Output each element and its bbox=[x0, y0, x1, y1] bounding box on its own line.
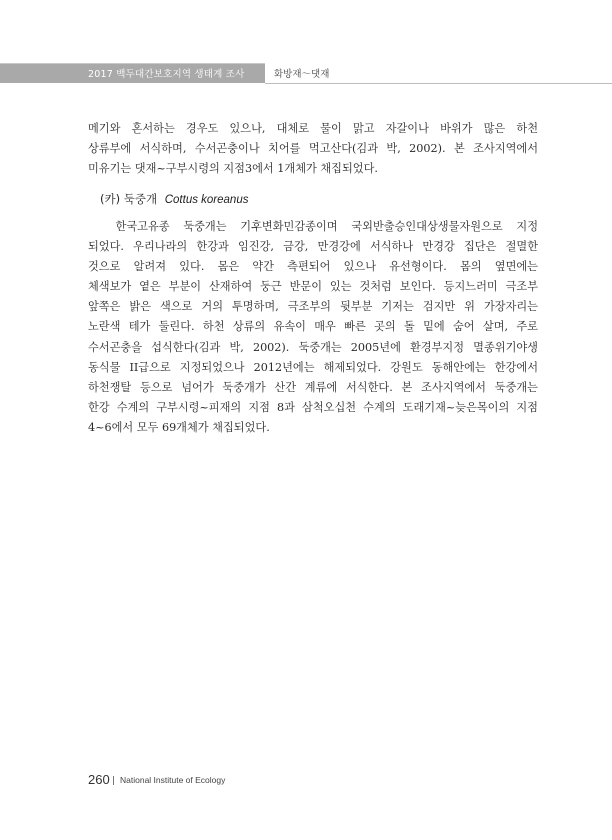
paragraph-line: 동식물 II급으로 지정되었으나 2012년에는 해제되었다. 강원도 동해안에는 한강에서 bbox=[88, 361, 538, 374]
paragraph-line: 하천쟁탈 등으로 넘어가 둑중개가 산간 계류에 서식한다. 본 조사지역에서 둑중개는 bbox=[88, 381, 538, 394]
paragraph-line: 한국고유종 둑중개는 기후변화민감종이며 국외반출승인대상생물자원으로 지정 bbox=[88, 220, 538, 233]
paragraph-line: 것으로 알려져 있다. 몸은 약간 측편되어 있으나 유선형이다. 몸의 옆면에는 bbox=[88, 260, 538, 273]
paragraph-line: 되었다. 우리나라의 한강과 임진강, 금강, 만경강에 서식하나 만경강 집단은 절멸한 bbox=[88, 240, 538, 253]
subsection-label: (카) 둑중개 bbox=[100, 192, 158, 206]
running-header-title: 2017 백두대간보호지역 생태계 조사 bbox=[88, 69, 245, 80]
paragraph-line: 체색보가 옅은 부분이 산재하여 둥근 반문이 있는 것처럼 보인다. 등지느러미 극조부 bbox=[88, 280, 538, 293]
scientific-name: Cottus koreanus bbox=[164, 194, 249, 206]
paragraph-line: 미유기는 댓재~구부시령의 지점3에서 1개체가 채집되었다. bbox=[88, 162, 378, 175]
running-header-section: 화방재～댓재 bbox=[274, 69, 330, 80]
footer-institute: National Institute of Ecology bbox=[120, 775, 226, 785]
paragraph-line: 노란색 테가 둘린다. 하천 상류의 유속이 매우 빠른 곳의 돌 밑에 숨어 살며, 주로 bbox=[88, 320, 538, 333]
footer-divider bbox=[113, 776, 114, 785]
subsection-heading bbox=[100, 191, 248, 207]
paragraph-line: 수서곤충을 섭식한다(김과 박, 2002). 둑중개는 2005년에 환경부지정 멸종위기야생 bbox=[88, 341, 538, 354]
paragraph-line: 앞쪽은 밝은 색으로 거의 투명하며, 극조부의 뒷부분 기저는 검지만 위 가장자리는 bbox=[88, 300, 538, 313]
paragraph-line: 한강 수계의 구부시령~피재의 지점 8과 삼척오십천 수계의 도래기재~늦은목이의 지점 bbox=[88, 401, 538, 414]
header-rule bbox=[265, 83, 612, 84]
paragraph-line: 4~6에서 모두 69개체가 채집되었다. bbox=[88, 421, 270, 434]
paragraph-line: 상류부에 서식하며, 수서곤충이나 치어를 먹고산다(김과 박, 2002). 본 조사지역에서 bbox=[88, 142, 538, 155]
paragraph-line: 메기와 혼서하는 경우도 있으나, 대체로 물이 맑고 자갈이나 바위가 많은 하천 bbox=[88, 122, 538, 135]
page-number: 260 bbox=[88, 772, 110, 787]
